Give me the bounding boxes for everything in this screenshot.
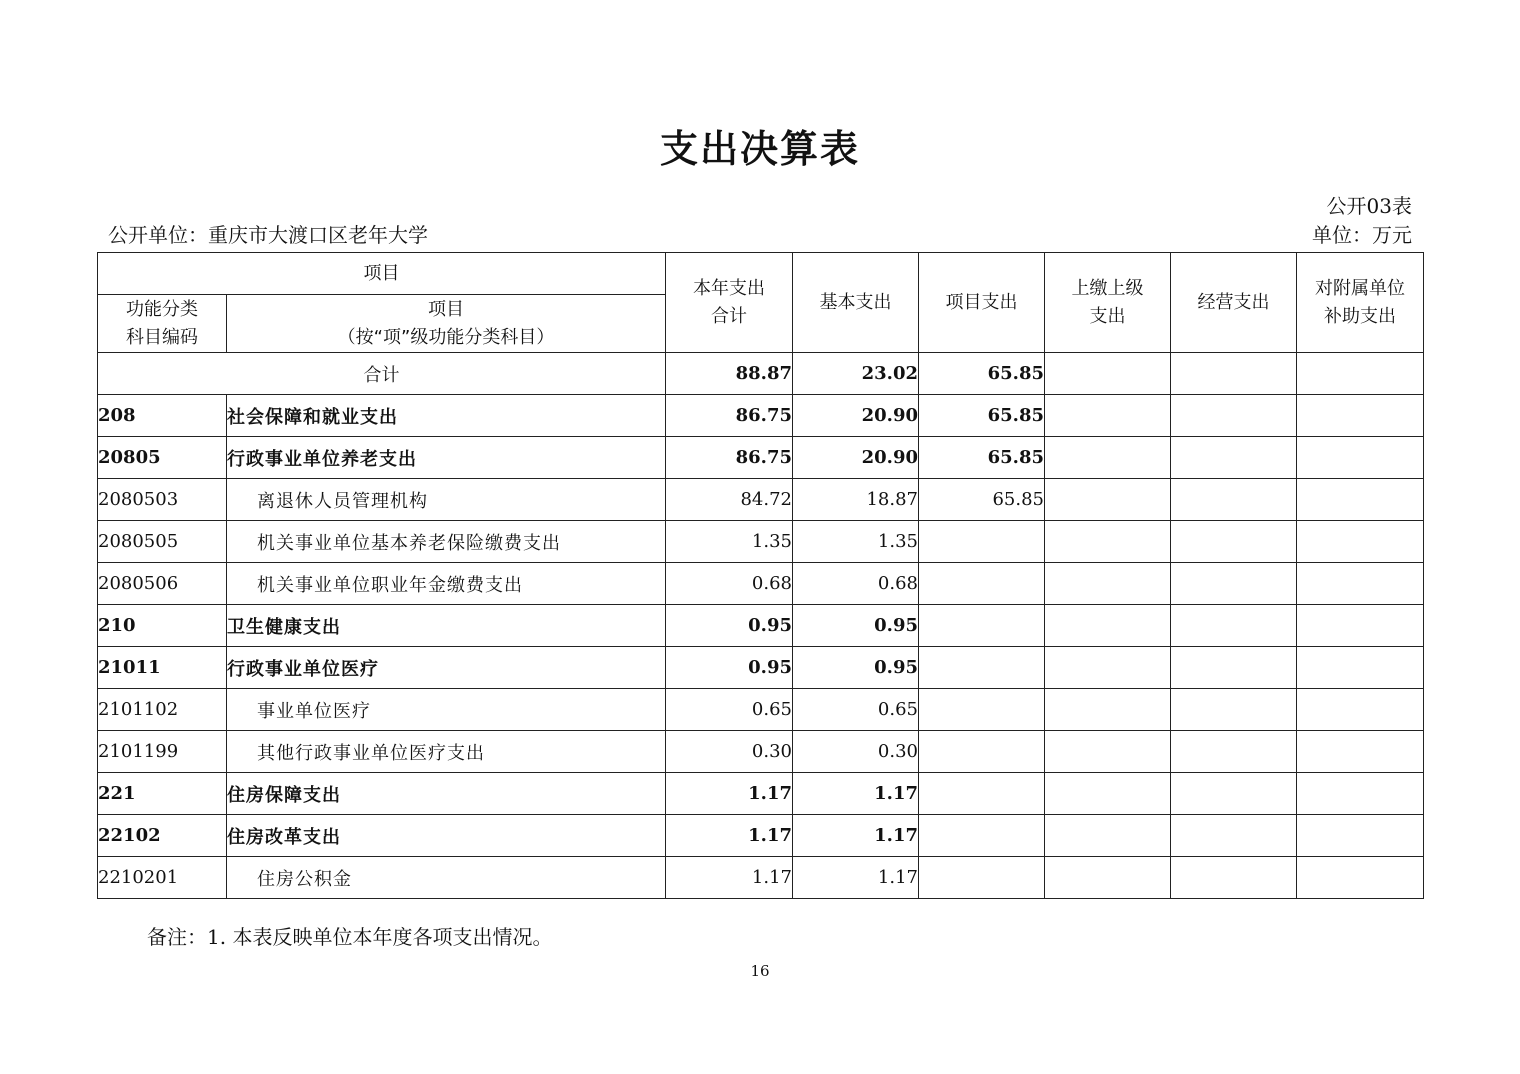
row-upper bbox=[1045, 857, 1171, 899]
row-business bbox=[1171, 647, 1297, 689]
row-code: 21011 bbox=[98, 647, 227, 689]
row-code: 2101102 bbox=[98, 689, 227, 731]
table-row bbox=[98, 479, 1424, 521]
currency-unit: 单位：万元 bbox=[1312, 223, 1412, 247]
table-row bbox=[98, 647, 1424, 689]
row-project bbox=[919, 605, 1045, 647]
table-row bbox=[98, 689, 1424, 731]
row-upper bbox=[1045, 521, 1171, 563]
row-total: 1.17 bbox=[666, 773, 793, 815]
footnote: 备注：1. 本表反映单位本年度各项支出情况。 bbox=[147, 925, 553, 949]
table-row bbox=[98, 605, 1424, 647]
row-name: 住房公积金 bbox=[227, 857, 666, 899]
header-name: 项目 （按“项”级功能分类科目） bbox=[227, 295, 666, 353]
row-code: 208 bbox=[98, 395, 227, 437]
row-subsidy bbox=[1297, 605, 1424, 647]
row-upper bbox=[1045, 479, 1171, 521]
row-upper bbox=[1045, 647, 1171, 689]
row-upper bbox=[1045, 731, 1171, 773]
row-total: 86.75 bbox=[666, 437, 793, 479]
row-name: 社会保障和就业支出 bbox=[227, 395, 666, 437]
row-total: 1.35 bbox=[666, 521, 793, 563]
row-code: 2080503 bbox=[98, 479, 227, 521]
row-project bbox=[919, 689, 1045, 731]
row-subsidy bbox=[1297, 395, 1424, 437]
row-business bbox=[1171, 731, 1297, 773]
row-name: 其他行政事业单位医疗支出 bbox=[227, 731, 666, 773]
row-business bbox=[1171, 479, 1297, 521]
row-total: 86.75 bbox=[666, 395, 793, 437]
row-subsidy bbox=[1297, 437, 1424, 479]
row-project bbox=[919, 563, 1045, 605]
row-project bbox=[919, 773, 1045, 815]
total-business bbox=[1171, 353, 1297, 395]
expenditure-table bbox=[97, 252, 1424, 899]
row-upper bbox=[1045, 605, 1171, 647]
row-basic: 0.30 bbox=[793, 731, 919, 773]
row-project: 65.85 bbox=[919, 437, 1045, 479]
row-project: 65.85 bbox=[919, 395, 1045, 437]
row-code: 221 bbox=[98, 773, 227, 815]
header-basic: 基本支出 bbox=[793, 253, 919, 353]
row-total: 0.65 bbox=[666, 689, 793, 731]
table-row bbox=[98, 773, 1424, 815]
row-upper bbox=[1045, 437, 1171, 479]
total-project: 65.85 bbox=[919, 353, 1045, 395]
row-upper bbox=[1045, 815, 1171, 857]
row-basic: 1.17 bbox=[793, 815, 919, 857]
header-code: 功能分类 科目编码 bbox=[98, 295, 227, 353]
row-code: 2080506 bbox=[98, 563, 227, 605]
row-name: 卫生健康支出 bbox=[227, 605, 666, 647]
table-row bbox=[98, 731, 1424, 773]
row-project bbox=[919, 731, 1045, 773]
row-name: 住房保障支出 bbox=[227, 773, 666, 815]
total-subsidy bbox=[1297, 353, 1424, 395]
header-business: 经营支出 bbox=[1171, 253, 1297, 353]
row-basic: 0.68 bbox=[793, 563, 919, 605]
row-name: 行政事业单位养老支出 bbox=[227, 437, 666, 479]
row-code: 2210201 bbox=[98, 857, 227, 899]
row-code: 20805 bbox=[98, 437, 227, 479]
row-project bbox=[919, 521, 1045, 563]
row-project bbox=[919, 857, 1045, 899]
total-upper bbox=[1045, 353, 1171, 395]
row-subsidy bbox=[1297, 773, 1424, 815]
total-total: 88.87 bbox=[666, 353, 793, 395]
row-name: 机关事业单位职业年金缴费支出 bbox=[227, 563, 666, 605]
header-total: 本年支出 合计 bbox=[666, 253, 793, 353]
row-subsidy bbox=[1297, 521, 1424, 563]
row-name: 住房改革支出 bbox=[227, 815, 666, 857]
row-business bbox=[1171, 689, 1297, 731]
row-code: 2101199 bbox=[98, 731, 227, 773]
row-project bbox=[919, 815, 1045, 857]
total-row bbox=[98, 353, 1424, 395]
row-basic: 18.87 bbox=[793, 479, 919, 521]
row-business bbox=[1171, 605, 1297, 647]
row-subsidy bbox=[1297, 563, 1424, 605]
row-name: 事业单位医疗 bbox=[227, 689, 666, 731]
row-subsidy bbox=[1297, 647, 1424, 689]
row-basic: 20.90 bbox=[793, 437, 919, 479]
table-row bbox=[98, 395, 1424, 437]
row-subsidy bbox=[1297, 731, 1424, 773]
row-code: 210 bbox=[98, 605, 227, 647]
row-name: 离退休人员管理机构 bbox=[227, 479, 666, 521]
row-project bbox=[919, 647, 1045, 689]
total-label: 合计 bbox=[98, 353, 666, 395]
row-subsidy bbox=[1297, 479, 1424, 521]
row-name: 行政事业单位医疗 bbox=[227, 647, 666, 689]
table-row bbox=[98, 857, 1424, 899]
row-subsidy bbox=[1297, 815, 1424, 857]
row-total: 0.30 bbox=[666, 731, 793, 773]
row-business bbox=[1171, 773, 1297, 815]
row-name: 机关事业单位基本养老保险缴费支出 bbox=[227, 521, 666, 563]
row-total: 0.95 bbox=[666, 605, 793, 647]
row-business bbox=[1171, 563, 1297, 605]
row-upper bbox=[1045, 395, 1171, 437]
row-business bbox=[1171, 815, 1297, 857]
row-business bbox=[1171, 437, 1297, 479]
row-business bbox=[1171, 521, 1297, 563]
row-total: 1.17 bbox=[666, 815, 793, 857]
row-basic: 20.90 bbox=[793, 395, 919, 437]
row-upper bbox=[1045, 773, 1171, 815]
row-basic: 0.95 bbox=[793, 647, 919, 689]
page-title: 支出决算表 bbox=[659, 127, 860, 171]
row-total: 1.17 bbox=[666, 857, 793, 899]
row-basic: 0.95 bbox=[793, 605, 919, 647]
row-upper bbox=[1045, 563, 1171, 605]
row-subsidy bbox=[1297, 689, 1424, 731]
row-total: 0.68 bbox=[666, 563, 793, 605]
row-basic: 1.17 bbox=[793, 857, 919, 899]
page-number: 16 bbox=[750, 962, 770, 980]
row-code: 22102 bbox=[98, 815, 227, 857]
row-subsidy bbox=[1297, 857, 1424, 899]
row-basic: 1.35 bbox=[793, 521, 919, 563]
row-code: 2080505 bbox=[98, 521, 227, 563]
row-basic: 1.17 bbox=[793, 773, 919, 815]
total-basic: 23.02 bbox=[793, 353, 919, 395]
table-row bbox=[98, 437, 1424, 479]
row-basic: 0.65 bbox=[793, 689, 919, 731]
header-project: 项目支出 bbox=[919, 253, 1045, 353]
header-subsidy: 对附属单位 补助支出 bbox=[1297, 253, 1424, 353]
header-upper: 上缴上级 支出 bbox=[1045, 253, 1171, 353]
row-business bbox=[1171, 857, 1297, 899]
row-total: 84.72 bbox=[666, 479, 793, 521]
reporting-unit: 公开单位：重庆市大渡口区老年大学 bbox=[108, 223, 428, 247]
row-project: 65.85 bbox=[919, 479, 1045, 521]
table-row bbox=[98, 563, 1424, 605]
table-row bbox=[98, 521, 1424, 563]
header-item: 项目 bbox=[98, 253, 666, 295]
row-business bbox=[1171, 395, 1297, 437]
row-total: 0.95 bbox=[666, 647, 793, 689]
row-upper bbox=[1045, 689, 1171, 731]
table-row bbox=[98, 815, 1424, 857]
form-number: 公开03表 bbox=[1326, 194, 1412, 218]
